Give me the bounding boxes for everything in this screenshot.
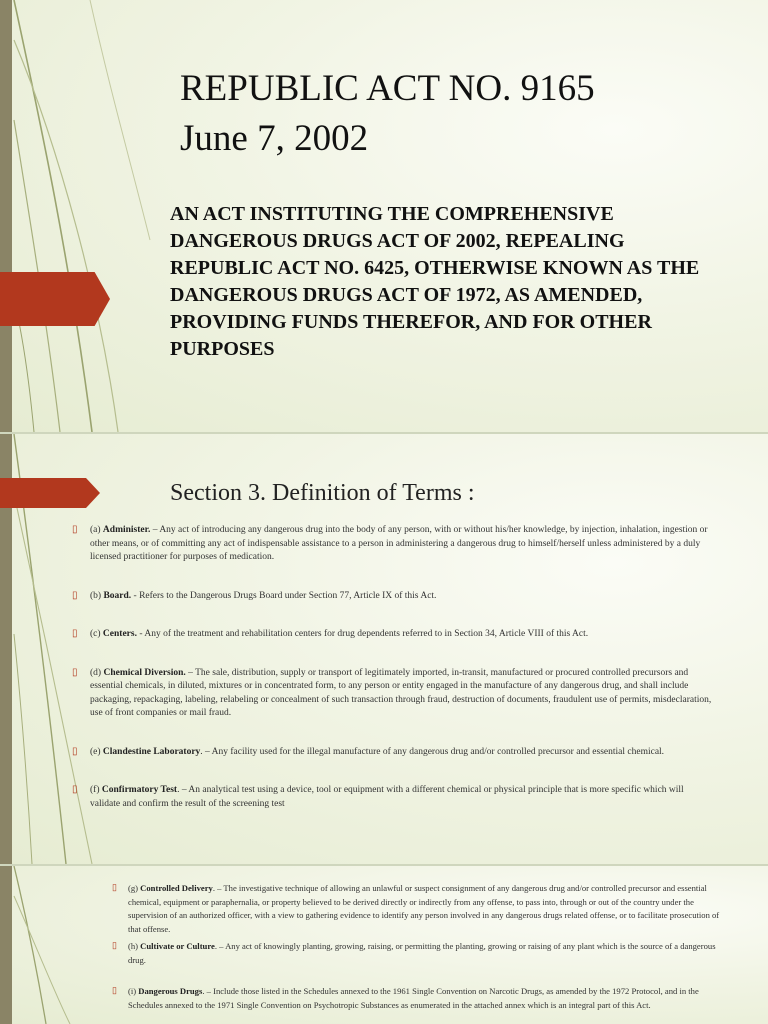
list-item: ▯ (i) Dangerous Drugs. – Include those listed in the Schedules annexed to the 1961 Single Convention on Narcotic Drugs, as amended by the 1972 Protocol, and in the Schedules annexed to the 1971 Single Convention on Psychotropic Substances as enumerated in the attached annex which is an integral part of this Act.	[112, 985, 732, 1012]
section-title: Section 3. Definition of Terms :	[170, 480, 475, 506]
slide-title	[180, 64, 595, 164]
slide-marker-tag	[0, 478, 100, 508]
definitions-list	[72, 524, 712, 811]
list-item: ▯ (a) Administer. – Any act of introducing any dangerous drug into the body of any person, with or without his/her knowledge, by injection, inhalation, ingestion or other means, or of committing any act of indispensable assistance to a person in administering a dangerous drug to himself/herself unless administered by a duly licensed practitioner for purposes of medication.	[72, 524, 712, 565]
list-item: ▯ (d) Chemical Diversion. – The sale, distribution, supply or transport of legitimately imported, in-transit, manufactured or procured controlled precursors and essential chemicals, in diluted, mixtures or in concentrated form, to any person or entity engaged in the manufacture of any dangerous drug, and shall include packaging, repackaging, labeling, relabeling or concealment of such transaction through fraud, destruction of documents, fraudulent use of permits, misdeclaration, use of front companies or mail fraud.	[72, 667, 712, 721]
list-item: ▯ (h) Cultivate or Culture. – Any act of knowingly planting, growing, raising, or permitting the planting, growing or raising of any plant which is the source of a dangerous drug.	[112, 940, 732, 967]
definitions-continued-slide	[0, 866, 768, 1024]
list-item: ▯ (g) Controlled Delivery. – The investigative technique of allowing an unlawful or suspect consignment of any dangerous drug and/or controlled precursor and essential chemical, equipment or paraphernalia, or property believed to be derived directly or indirectly from any offense, to pass into, through or out of the country under the supervision of an authorized officer, with a view to gathering evidence to identify any person involved in any dangerous drugs related offense, or to facilitate prosecution of that offense.	[112, 882, 732, 936]
slide-marker-tag	[0, 272, 110, 326]
decorative-stems	[0, 866, 100, 1024]
list-item: ▯ (e) Clandestine Laboratory. – Any facility used for the illegal manufacture of any dangerous drug and/or controlled precursor and essential chemical.	[72, 746, 712, 760]
definitions-slide	[0, 434, 768, 864]
title-line-1: REPUBLIC ACT NO. 9165	[180, 68, 595, 109]
list-item: ▯ (f) Confirmatory Test. – An analytical test using a device, tool or equipment with a different chemical or physical principle that is more specific which will validate and confirm the result of the screening test	[72, 784, 712, 811]
list-item: ▯ (b) Board. - Refers to the Dangerous Drugs Board under Section 77, Article IX of this Act.	[72, 590, 712, 604]
title-line-2: June 7, 2002	[180, 118, 369, 159]
title-slide	[0, 0, 768, 432]
act-description: AN ACT INSTITUTING THE COMPREHENSIVE DANGEROUS DRUGS ACT OF 2002, REPEALING REPUBLIC ACT NO. 6425, OTHERWISE KNOWN AS THE DANGEROUS DRUGS ACT OF 1972, AS AMENDED, PROVIDING FUNDS THEREFOR, AND FOR OTHER PURPOSES	[170, 203, 700, 360]
list-item: ▯ (c) Centers. - Any of the treatment and rehabilitation centers for drug dependents referred to in Section 34, Article VIII of this Act.	[72, 628, 712, 642]
definitions-list	[112, 882, 732, 1012]
